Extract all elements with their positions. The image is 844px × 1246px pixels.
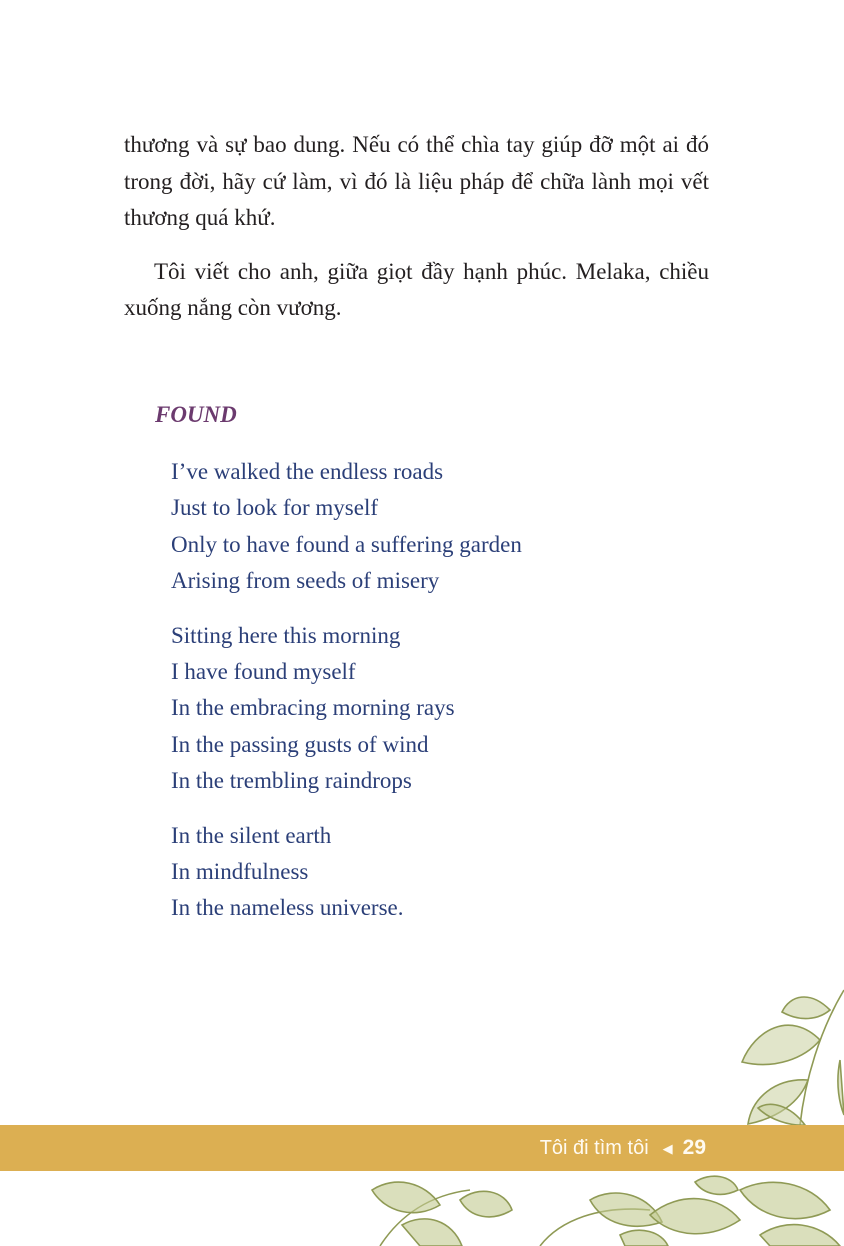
poem-title: FOUND [155, 402, 237, 427]
prose-body [124, 127, 709, 327]
poem-line: Only to have found a suffering garden [171, 531, 522, 557]
poem-line: In the silent earth [171, 822, 332, 848]
poem-line: In the nameless universe. [171, 895, 404, 921]
poem-line: I’ve walked the endless roads [171, 459, 444, 484]
poem-line: Arising from seeds of misery [171, 568, 440, 594]
prose-paragraph: thương và sự bao dung. Nếu có thể chìa tay giúp đỡ một ai đó trong đời, hãy cứ làm, vì đó là liệu pháp để chữa lành mọi vết thương quá khứ. [124, 132, 709, 230]
poem-line: In the passing gusts of wind [171, 731, 429, 757]
poem-body [171, 454, 522, 945]
footer-band [0, 1125, 844, 1171]
poem-line: I have found myself [171, 658, 356, 684]
running-footer [540, 1125, 706, 1171]
poem-line: In the embracing morning rays [171, 695, 455, 721]
left-triangle-icon: ◀ [662, 1141, 673, 1156]
poem-line: In mindfulness [171, 858, 309, 884]
poem-line: In the trembling raindrops [171, 768, 412, 794]
page-number: 29 [682, 1136, 706, 1159]
poem-stanza [171, 454, 522, 600]
book-title: Tôi đi tìm tôi [539, 1137, 649, 1159]
poem-stanza [171, 618, 522, 800]
poem-line: Sitting here this morning [171, 622, 401, 648]
prose-paragraph: Tôi viết cho anh, giữa giọt đầy hạnh phúc. Melaka, chiều xuống nắng còn vương. [124, 258, 709, 320]
poem-stanza [171, 818, 522, 927]
poem-line: Just to look for myself [171, 495, 378, 521]
